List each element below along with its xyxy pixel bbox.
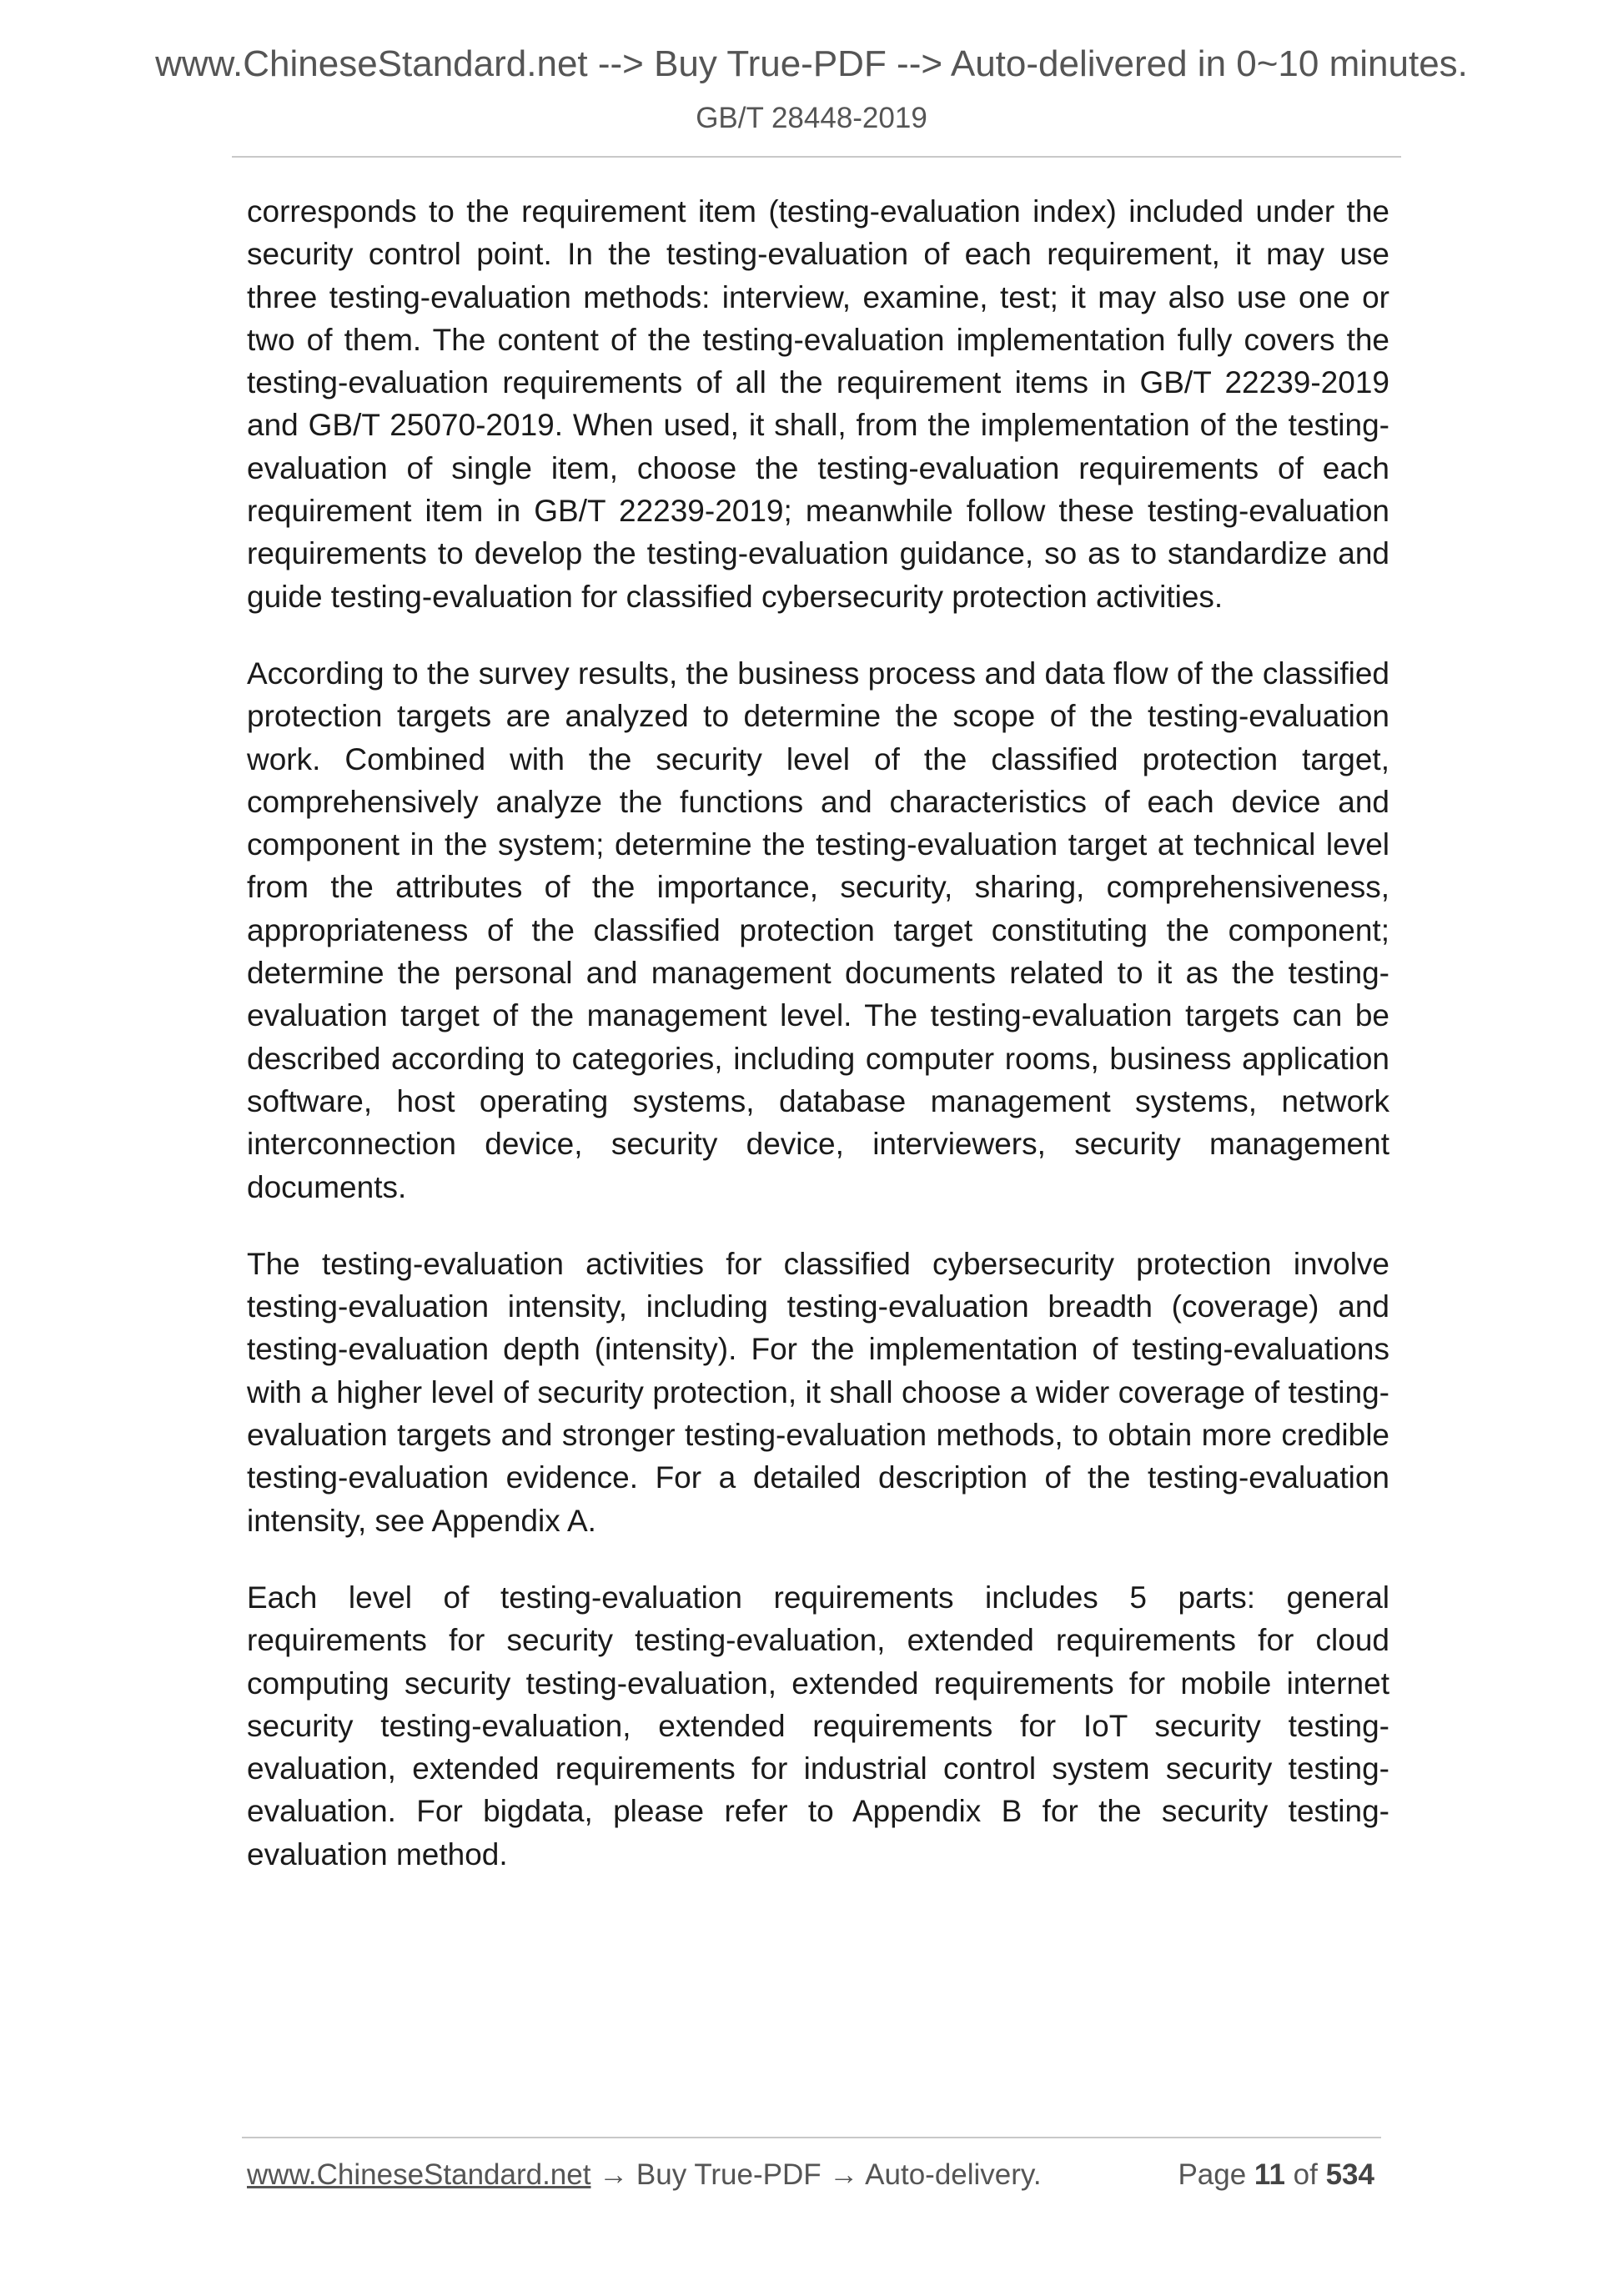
page-label: Page xyxy=(1178,2158,1247,2191)
page-indicator xyxy=(1178,2158,1374,2192)
body-paragraph-2: According to the survey results, the business process and data flow of the classified protection targets are analyzed to determine the scope of the testing-evaluation work. Combined with the security level of the classified protection target, comprehensively analyze the functions and characteristics of each device and component in the system; determine the testing-evaluation target at technical level from the attributes of the importance, security, sharing, comprehensiveness, appropriateness of the classified protection target constituting the component; determine the personal and management documents related to it as the testing-evaluation target of the management level. The testing-evaluation targets can be described according to categories, including computer rooms, business application software, host operating systems, database management systems, network interconnection device, security device, interviewers, security management documents. xyxy=(247,656,1389,1204)
page-current: 11 xyxy=(1254,2158,1285,2191)
footer-divider xyxy=(242,2137,1381,2138)
standard-number: GB/T 28448-2019 xyxy=(696,102,927,134)
body-paragraph-1: corresponds to the requirement item (testing-evaluation index) included under the security control point. In the testing-evaluation of each requirement, it may use three testing-evaluation methods: interview, examine, test; it may also use one or two of them. The content of the testing-evaluation implementation fully covers the testing-evaluation requirements of all the requirement items in GB/T 22239-2019 and GB/T 25070-2019. When used, it shall, from the implementation of the testing-evaluation of single item, choose the testing-evaluation requirements of each requirement item in GB/T 22239-2019; meanwhile follow these testing-evaluation requirements to develop the testing-evaluation guidance, so as to standardize and guide testing-evaluation for classified cybersecurity protection activities. xyxy=(247,194,1389,614)
page-total: 534 xyxy=(1325,2158,1374,2191)
body-paragraph-4: Each level of testing-evaluation requirements includes 5 parts: general requirements for security testing-evaluation, extended requirements for cloud computing security testing-evaluation, extended requirements for mobile internet security testing-evaluation, extended requirements for IoT security testing-evaluation, extended requirements for industrial control system security testing-evaluation. For bigdata, please refer to Appendix B for the security testing-evaluation method. xyxy=(247,1580,1389,1871)
header-banner: www.ChineseStandard.net --> Buy True-PDF --> Auto-delivered in 0~10 minutes. xyxy=(155,43,1468,84)
header-divider xyxy=(232,156,1401,158)
page-footer xyxy=(247,2158,1381,2200)
document-body xyxy=(247,190,1389,1910)
body-paragraph-3: The testing-evaluation activities for classified cybersecurity protection involve testing-evaluation intensity, including testing-evaluation breadth (coverage) and testing-evaluation depth (intensity). For the implementation of testing-evaluations with a higher level of security protection, it shall choose a wider coverage of testing-evaluation targets and stronger testing-evaluation methods, to obtain more credible testing-evaluation evidence. For a detailed description of the testing-evaluation intensity, see Appendix A. xyxy=(247,1246,1389,1538)
page-of-label: of xyxy=(1293,2158,1318,2191)
footer-site-link[interactable]: www.ChineseStandard.net xyxy=(247,2158,591,2191)
footer-promo-text: → Buy True-PDF → Auto-delivery. xyxy=(590,2158,1042,2191)
footer-promo xyxy=(247,2158,1042,2192)
